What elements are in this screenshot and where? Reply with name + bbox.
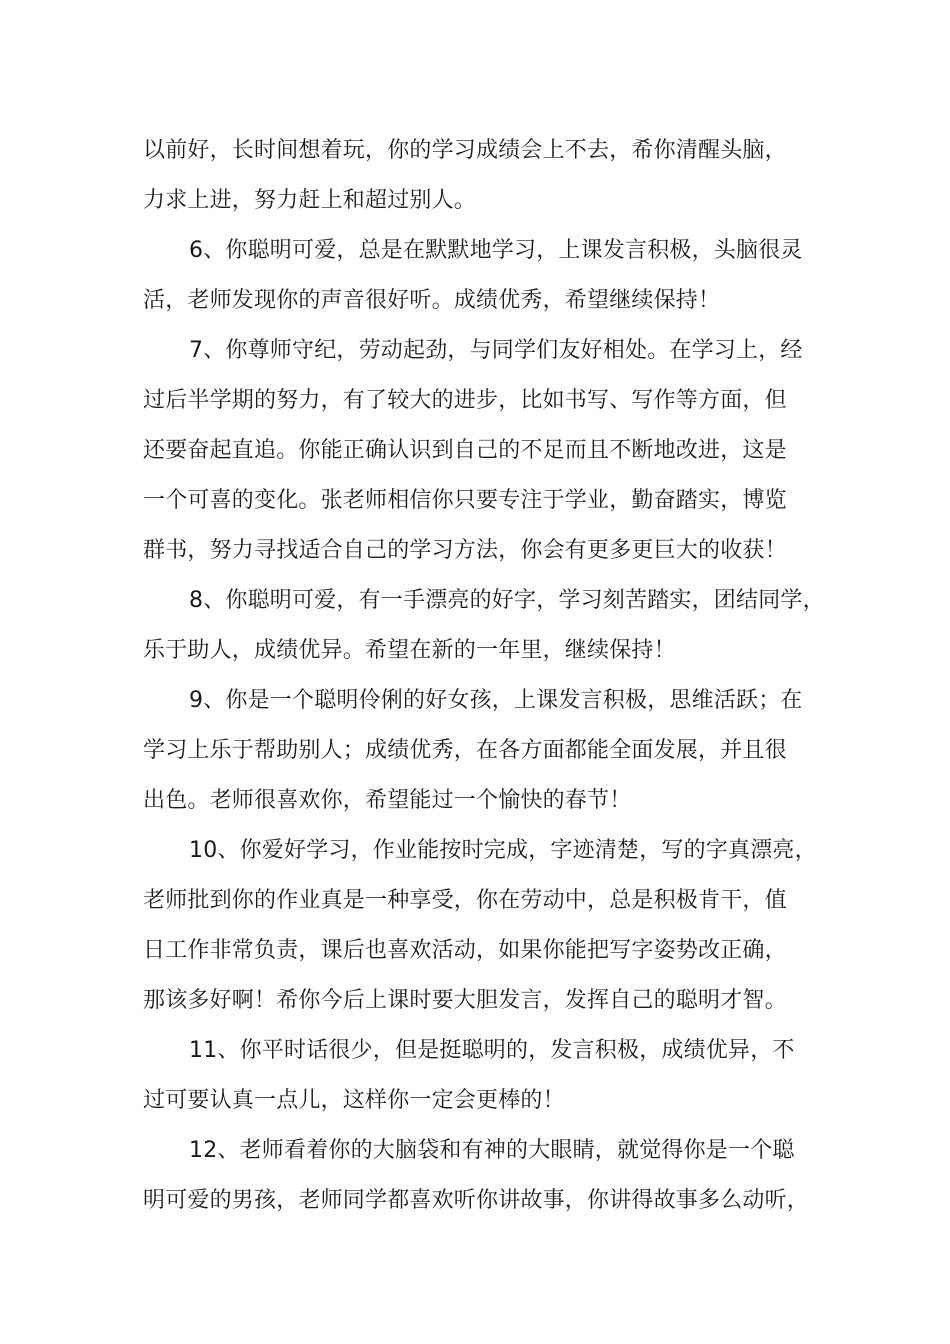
paragraph-start-line: 8、你聪明可爱，有一手漂亮的好字，学习刻苦踏实，团结同学，: [189, 588, 825, 613]
text-line: 以前好，长时间想着玩，你的学习成绩会上不去，希你清醒头脑，: [143, 138, 787, 163]
text-line: 群书，努力寻找适合自己的学习方法，你会有更多更巨大的收获！: [143, 538, 787, 563]
text-line: 力求上进，努力赶上和超过别人。: [143, 188, 477, 213]
document-body: [143, 126, 833, 1226]
text-line: 日工作非常负责，课后也喜欢活动，如果你能把写字姿势改正确，: [143, 938, 787, 963]
text-line: 还要奋起直追。你能正确认识到自己的不足而且不断地改进，这是: [143, 438, 787, 463]
text-line: 乐于助人，成绩优异。希望在新的一年里，继续保持！: [143, 638, 676, 663]
paragraph-start-line: 6、你聪明可爱，总是在默默地学习，上课发言积极，头脑很灵: [189, 238, 803, 263]
text-line: 活，老师发现你的声音很好听。成绩优秀，希望继续保持！: [143, 288, 721, 313]
text-line: 过可要认真一点儿，这样你一定会更棒的！: [143, 1088, 565, 1113]
text-line: 出色。老师很喜欢你，希望能过一个愉快的春节！: [143, 788, 632, 813]
paragraph-start-line: 7、你尊师守纪，劳动起劲，与同学们友好相处。在学习上，经: [189, 338, 803, 363]
text-line: 过后半学期的努力，有了较大的进步，比如书写、写作等方面，但: [143, 388, 787, 413]
text-line: 一个可喜的变化。张老师相信你只要专注于学业，勤奋踏实，博览: [143, 488, 787, 513]
paragraph-start-line: 9、你是一个聪明伶俐的好女孩，上课发言积极，思维活跃；在: [189, 688, 803, 713]
paragraph-start-line: 10、你爱好学习，作业能按时完成，字迹清楚，写的字真漂亮，: [189, 838, 817, 863]
text-line: 明可爱的男孩，老师同学都喜欢听你讲故事，你讲得故事多么动听，: [143, 1188, 810, 1213]
text-line: 老师批到你的作业真是一种享受，你在劳动中，总是积极肯干，值: [143, 888, 787, 913]
text-line: 那该多好啊！希你今后上课时要大胆发言，发挥自己的聪明才智。: [143, 988, 787, 1013]
text-line: 学习上乐于帮助别人；成绩优秀，在各方面都能全面发展，并且很: [143, 738, 787, 763]
paragraph-start-line: 12、老师看着你的大脑袋和有神的大眼睛，就觉得你是一个聪: [189, 1138, 795, 1163]
paragraph-start-line: 11、你平时话很少，但是挺聪明的，发言积极，成绩优异，不: [189, 1038, 795, 1063]
